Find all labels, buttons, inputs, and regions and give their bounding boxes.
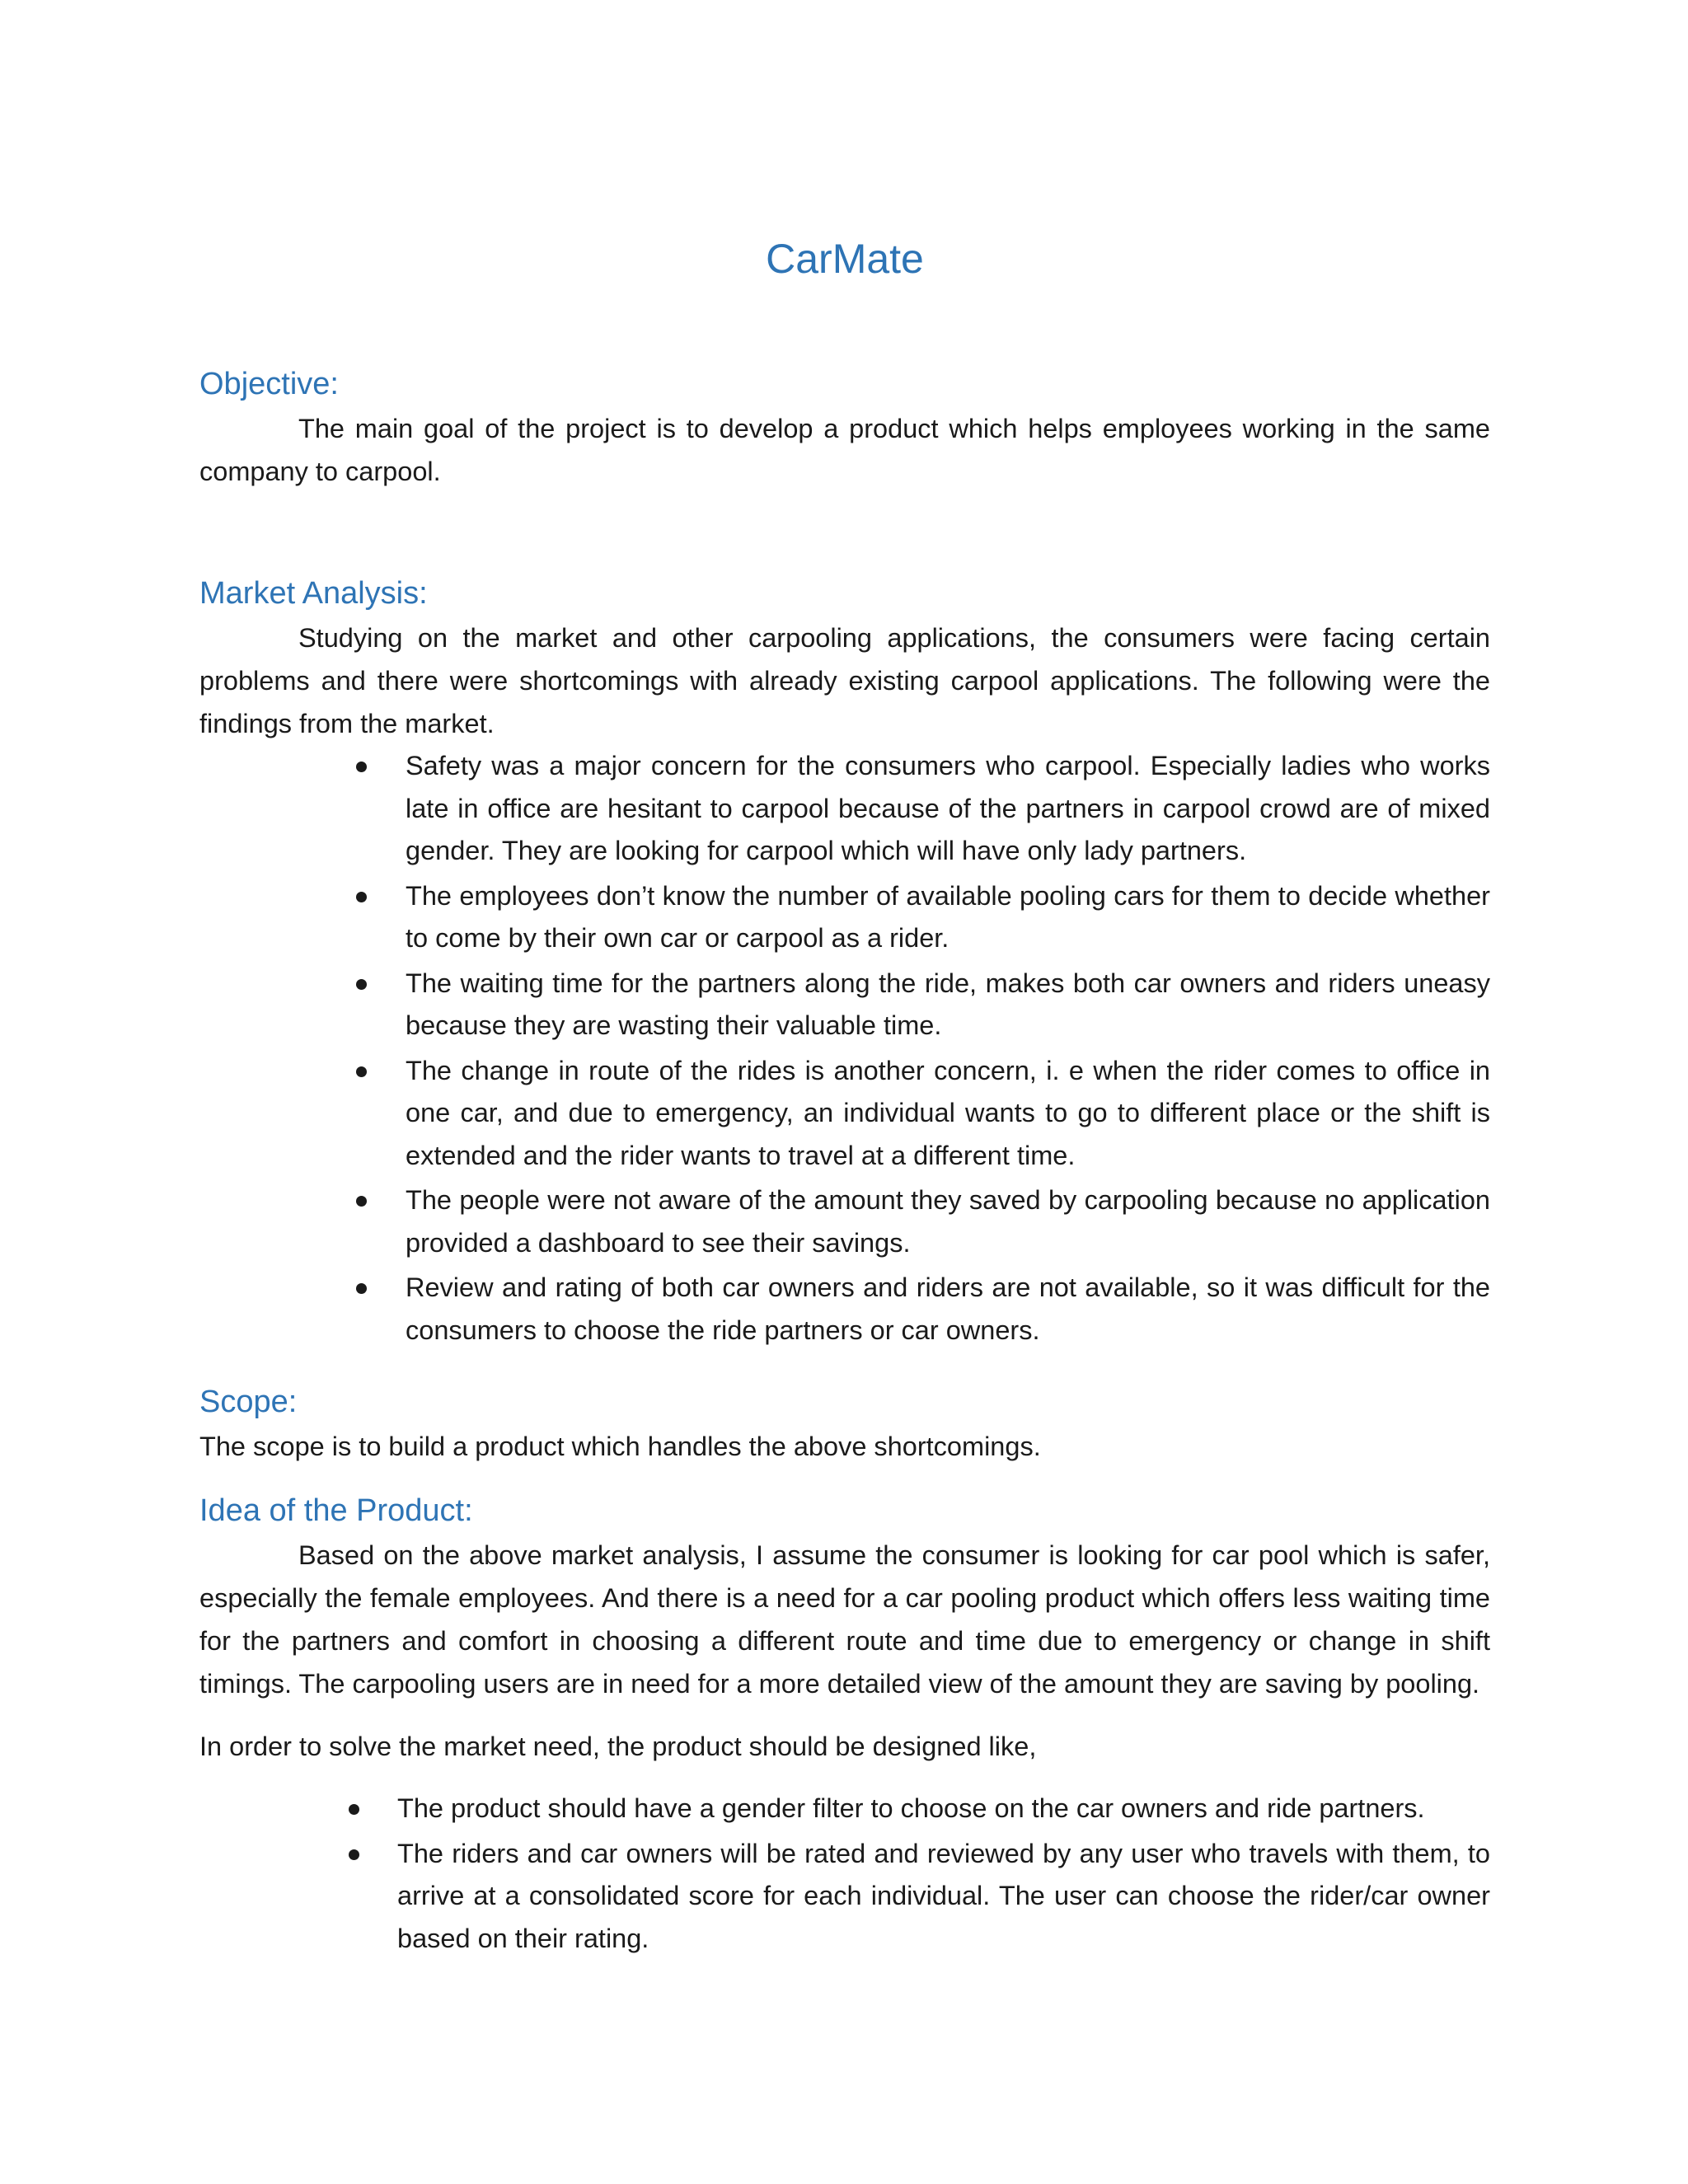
bullet-icon: [356, 892, 367, 902]
document-title: CarMate: [766, 236, 924, 282]
list-item: [199, 1788, 1490, 1830]
objective-text: The main goal of the project is to develop a product which helps employees working in the same company to carpool.: [199, 414, 1490, 486]
objective-section: [199, 361, 1490, 493]
document-body: [199, 229, 1490, 1962]
scope-heading: Scope:: [199, 1385, 298, 1419]
objective-heading: Objective:: [199, 367, 339, 401]
list-item: [199, 1050, 1490, 1178]
spacer: [199, 1468, 1490, 1488]
point-text: The product should have a gender filter to choose on the car owners and ride partners.: [397, 1793, 1425, 1823]
idea-section: [199, 1488, 1490, 1960]
list-item: [199, 1267, 1490, 1352]
spacer: [199, 493, 1490, 570]
list-item: [199, 1833, 1490, 1961]
point-text: The riders and car owners will be rated and reviewed by any user who travels with them, to arrive at a consolidated score for each individual. The user can choose the rider/car owner based on their rating.: [397, 1838, 1490, 1953]
idea-lead: In order to solve the market need, the product should be designed like,: [199, 1732, 1037, 1761]
list-item: [199, 745, 1490, 873]
finding-text: The employees don’t know the number of available pooling cars for them to decide whether to come by their own car or carpool as a rider.: [406, 880, 1490, 953]
bullet-icon: [349, 1804, 359, 1815]
spacer: [199, 1768, 1490, 1788]
bullet-icon: [356, 762, 367, 772]
finding-text: The people were not aware of the amount they saved by carpooling because no application provided a dashboard to see their savings.: [406, 1185, 1490, 1258]
market-analysis-section: [199, 570, 1490, 1352]
bullet-icon: [356, 1066, 367, 1077]
bullet-icon: [349, 1849, 359, 1860]
list-item: [199, 963, 1490, 1047]
idea-points-list: [199, 1788, 1490, 1960]
finding-text: Safety was a major concern for the consumers who carpool. Especially ladies who works late in office are hesitant to carpool because of the partners in carpool crowd are of mixed gender. They are looking for carpool which will have only lady partners.: [406, 751, 1490, 865]
list-item: [199, 1179, 1490, 1264]
idea-heading: Idea of the Product:: [199, 1493, 473, 1528]
market-analysis-intro: Studying on the market and other carpooling applications, the consumers were facing certain problems and there were shortcomings with already existing carpool applications. The following were the findings from the market.: [199, 623, 1490, 738]
bullet-icon: [356, 979, 367, 990]
bullet-icon: [356, 1196, 367, 1207]
idea-text: Based on the above market analysis, I assume the consumer is looking for car pool which is safer, especially the female employees. And there is a need for a car pooling product which offers less waiting time for the partners and comfort in choosing a different route and time due to emergency or change in shift timings. The carpooling users are in need for a more detailed view of the amount they are saving by pooling.: [199, 1540, 1490, 1699]
finding-text: The waiting time for the partners along the ride, makes both car owners and riders uneasy because they are wasting their valuable time.: [406, 968, 1490, 1040]
spacer: [199, 1354, 1490, 1379]
list-item: [199, 875, 1490, 960]
scope-section: [199, 1379, 1490, 1468]
market-findings-list: [199, 745, 1490, 1352]
scope-text: The scope is to build a product which handles the above shortcomings.: [199, 1432, 1041, 1461]
bullet-icon: [356, 1283, 367, 1294]
finding-text: The change in route of the rides is another concern, i. e when the rider comes to office in one car, and due to emergency, an individual wants to go to different place or the shift is extended and the rider wants to travel at a different time.: [406, 1055, 1490, 1170]
spacer: [199, 1705, 1490, 1725]
finding-text: Review and rating of both car owners and riders are not available, so it was difficult for the consumers to choose the ride partners or car owners.: [406, 1272, 1490, 1345]
market-analysis-heading: Market Analysis:: [199, 576, 428, 611]
